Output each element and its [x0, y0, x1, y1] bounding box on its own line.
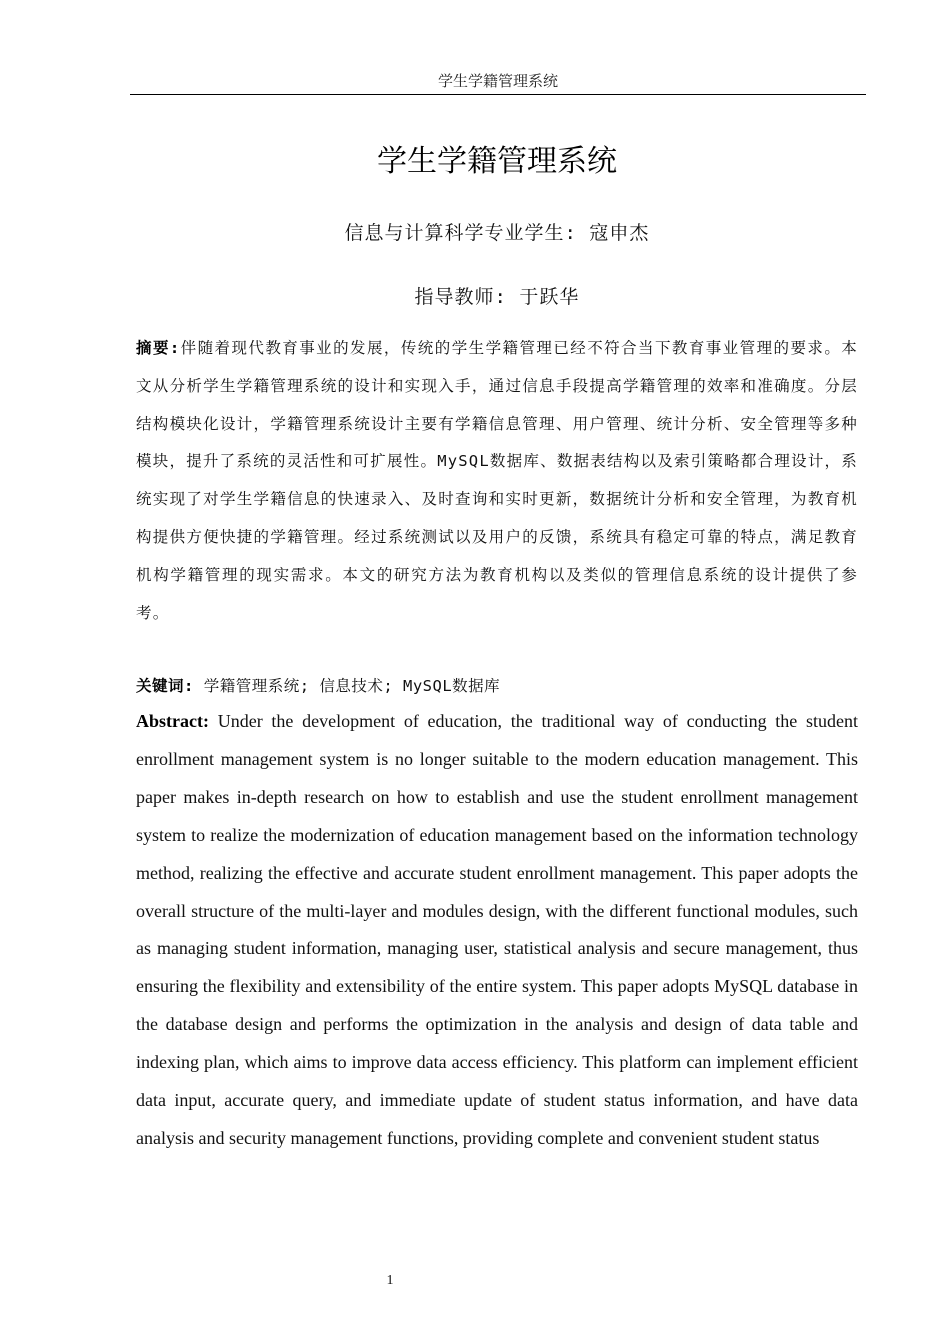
page-number: 1 [386, 1273, 394, 1288]
chinese-abstract-label: 摘要: [136, 339, 181, 357]
chinese-keywords [136, 668, 858, 705]
chinese-abstract-text: 伴随着现代教育事业的发展，传统的学生学籍管理已经不符合当下教育事业管理的要求。本文从分析学生学籍管理系统的设计和实现入手，通过信息手段提高学籍管理的效率和准确度。分层结构模块化设计，学籍管理系统设计主要有学籍信息管理、用户管理、统计分析、安全管理等多种模块，提升了系统的灵活性和可扩展性。MySQL数据库、数据表结构以及索引策略都合理设计，系统实现了对学生学籍信息的快速录入、及时查询和实时更新，数据统计分析和安全管理，为教育机构提供方便快捷的学籍管理。经过系统测试以及用户的反馈，系统具有稳定可靠的特点，满足教育机构学籍管理的现实需求。本文的研究方法为教育机构以及类似的管理信息系统的设计提供了参考。 [136, 339, 858, 622]
english-abstract-label: Abstract: [136, 711, 209, 731]
paper-title: 学生学籍管理系统 [377, 144, 617, 179]
running-header: 学生学籍管理系统 [130, 70, 866, 95]
english-abstract-text: Under the development of education, the traditional way of conducting the student enrollment management system is no longer suitable to the modern education management. This paper makes in-depth research on how to establish and use the student enrollment management system to realize the modernization of education management based on the information technology method, realizing the effective and accurate student enrollment management. This paper adopts the overall structure of the multi-layer and modules design, with the different functional modules, such as managing student information, managing user, statistical analysis and secure management, thus ensuring the flexibility and extensibility of the entire system. This paper adopts MySQL database in the database design and performs the optimization in the analysis and design of data table and indexing plan, which aims to improve data access efficiency. This platform can implement efficient data input, accurate query, and immediate update of student status information, and have data analysis and security management functions, providing complete and convenient student status [136, 711, 859, 1148]
keywords-label: 关键词: [136, 677, 194, 695]
chinese-abstract [136, 330, 858, 632]
advisor-line: 指导教师: 于跃华 [414, 286, 580, 308]
keywords-text: 学籍管理系统; 信息技术; MySQL数据库 [203, 677, 501, 695]
author-line: 信息与计算科学专业学生: 寇申杰 [344, 222, 650, 244]
english-abstract [136, 703, 858, 1158]
